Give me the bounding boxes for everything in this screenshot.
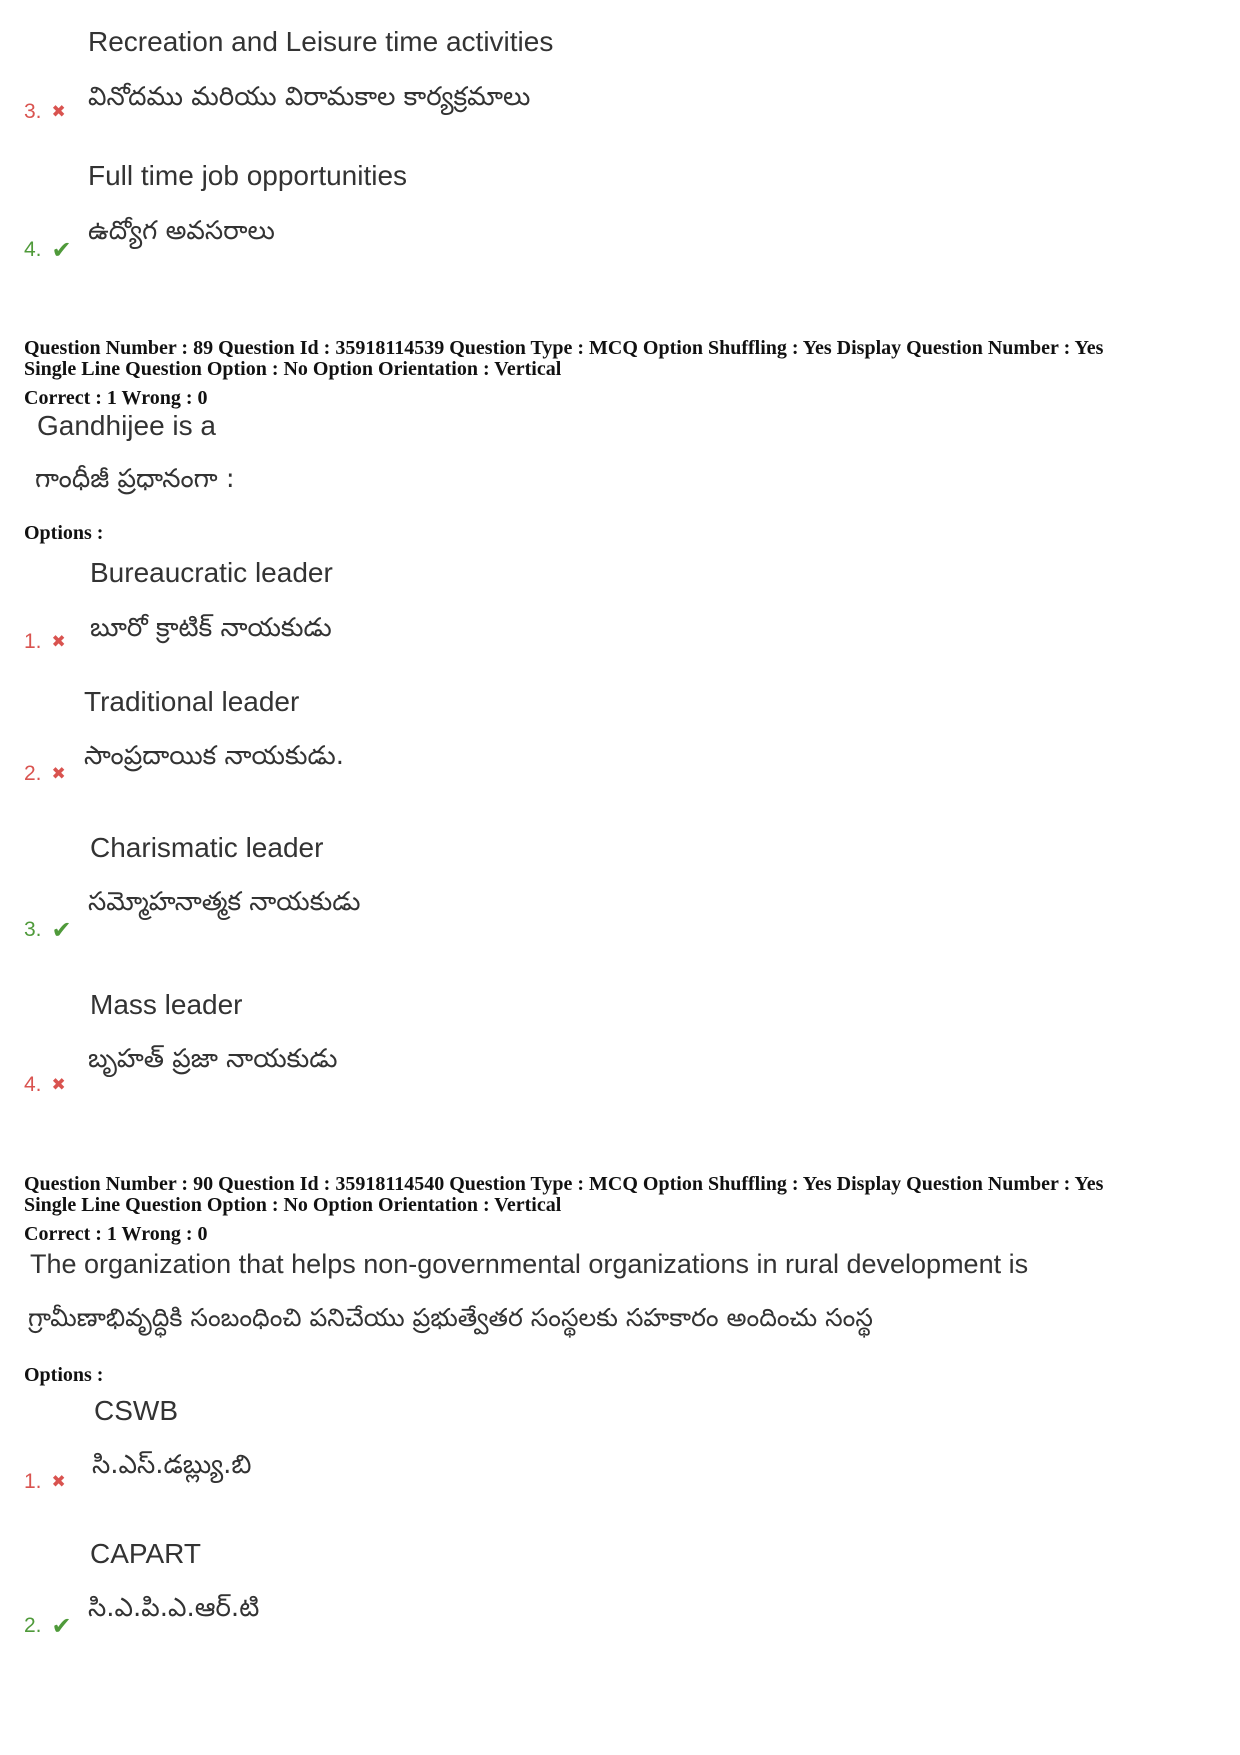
wrong-icon: ✖ [51,764,66,784]
question-meta-line2: Single Line Question Option : No Option Orientation : Vertical [24,1194,562,1216]
option-telugu-text: బూరో క్రాటిక్ నాయకుడు [90,613,332,643]
check-icon: ✔ [51,236,72,264]
option-english-text: Bureaucratic leader [90,557,333,588]
option-number-row [24,1073,66,1097]
option-english-text: Charismatic leader [90,832,324,863]
question-meta-line1: Question Number : 90 Question Id : 35918114540 Question Type : MCQ Option Shuffling : Yes Display Question Number : Yes [24,1173,1104,1195]
option-telugu-text: సమ్మోహనాత్మక నాయకుడు [88,887,361,917]
wrong-icon: ✖ [51,632,66,652]
option-telugu-text: వినోదము మరియు విరామకాల కార్యక్రమాలు [88,82,531,112]
option-english-text: Traditional leader [84,686,300,717]
option-number: 3. [24,100,42,123]
option-number: 4. [24,1073,42,1096]
question-telugu-text: గ్రామీణాభివృద్ధికి సంబంధించి పనిచేయు ప్రభుత్వేతర సంస్థలకు సహకారం అందించు సంస్థ [28,1303,873,1332]
option-telugu-text: ఉద్యోగ అవసరాలు [88,216,275,246]
question-meta-line2: Single Line Question Option : No Option Orientation : Vertical [24,358,562,380]
question-english-text: Gandhijee is a [37,410,217,441]
option-number-row [24,1470,66,1494]
option-number: 3. [24,918,42,941]
wrong-icon: ✖ [51,102,66,122]
option-telugu-text: సాంప్రదాయిక నాయకుడు. [84,741,345,771]
option-english-text: Recreation and Leisure time activities [88,26,554,57]
check-icon: ✔ [51,916,72,944]
option-english-text: Mass leader [90,989,243,1020]
option-english-text: Full time job opportunities [88,160,408,191]
check-icon: ✔ [51,1612,72,1640]
question-english-text: The organization that helps non-governmental organizations in rural development is [30,1249,1029,1279]
option-english-text: CSWB [94,1395,178,1426]
option-english-text: CAPART [90,1538,201,1569]
option-number-row [24,762,66,786]
option-number: 1. [24,1470,42,1493]
option-number-row [24,100,66,124]
option-number-row [24,916,72,944]
option-number: 1. [24,630,42,653]
option-telugu-text: బృహత్ ప్రజా నాయకుడు [88,1044,338,1074]
options-label: Options : [24,1364,104,1386]
question-score: Correct : 1 Wrong : 0 [24,1223,208,1245]
option-number-row [24,1612,72,1640]
wrong-icon: ✖ [51,1075,66,1095]
options-label: Options : [24,522,104,544]
option-number: 2. [24,1614,42,1637]
question-meta-line1: Question Number : 89 Question Id : 35918114539 Question Type : MCQ Option Shuffling : Yes Display Question Number : Yes [24,337,1104,359]
wrong-icon: ✖ [51,1472,66,1492]
option-telugu-text: సి.ఎ.పి.ఎ.ఆర్.టి [88,1593,260,1623]
option-number: 2. [24,762,42,785]
option-number: 4. [24,238,42,261]
option-number-row [24,630,66,654]
question-telugu-text: గాంధీజీ ప్రధానంగా : [35,464,235,494]
question-score: Correct : 1 Wrong : 0 [24,387,208,409]
option-number-row [24,236,72,264]
option-telugu-text: సి.ఎస్.డబ్ల్యు.బి [92,1450,252,1480]
